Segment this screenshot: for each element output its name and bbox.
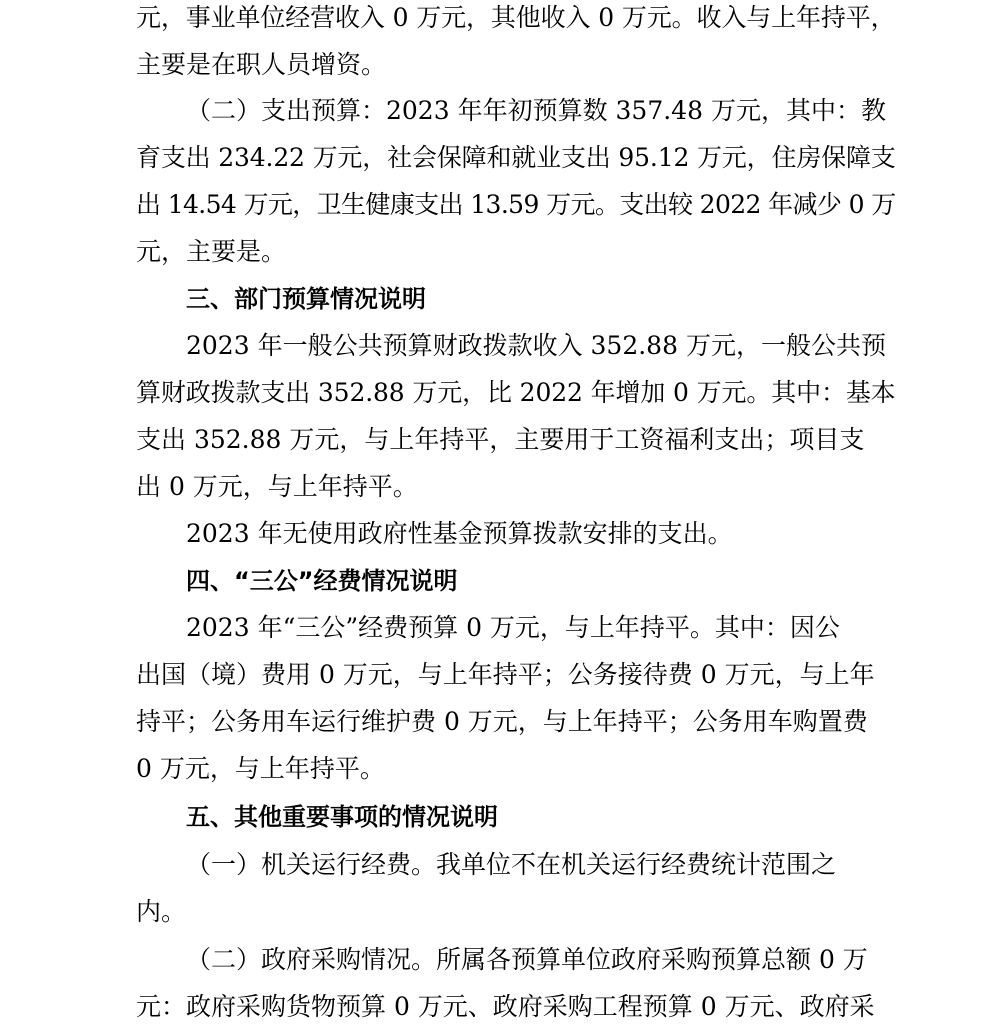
text-line-project-expenditure: 出 0 万元，与上年持平。: [136, 472, 418, 501]
text-line-expenditure-reason: 元，主要是。: [136, 237, 287, 266]
text-line-vehicle-purchase: 0 万元，与上年持平。: [136, 754, 385, 783]
section-heading-other-matters: 五、其他重要事项的情况说明: [186, 803, 498, 831]
text-line-general-budget-expenditure: 算财政拨款支出 352.88 万元，比 2022 年增加 0 万元。其中：基本: [136, 378, 896, 407]
text-line-procurement-detail: 元：政府采购货物预算 0 万元、政府采购工程预算 0 万元、政府采: [136, 992, 875, 1021]
text-line-operating-funds-end: 内。: [136, 897, 187, 926]
text-line-procurement: （二）政府采购情况。所属各预算单位政府采购预算总额 0 万: [186, 945, 868, 974]
text-line-operating-funds: （一）机关运行经费。我单位不在机关运行经费统计范围之: [186, 850, 837, 879]
text-line-expenditure-detail-2: 出 14.54 万元，卫生健康支出 13.59 万元。支出较 2022 年减少 0 万: [136, 190, 896, 219]
section-heading-three-public-expenses: 四、“三公”经费情况说明: [186, 567, 458, 595]
text-line-income-summary: 元，事业单位经营收入 0 万元，其他收入 0 万元。收入与上年持平，: [136, 3, 896, 32]
text-line-general-budget-income: 2023 年一般公共预算财政拨款收入 352.88 万元，一般公共预: [186, 331, 886, 360]
text-line-basic-expenditure: 支出 352.88 万元，与上年持平，主要用于工资福利支出；项目支: [136, 425, 865, 454]
text-line-income-reason: 主要是在职人员增资。: [136, 50, 387, 79]
section-heading-department-budget: 三、部门预算情况说明: [186, 285, 426, 313]
text-line-three-public-budget: 2023 年“三公”经费预算 0 万元，与上年持平。其中：因公: [186, 613, 840, 642]
text-line-expenditure-detail-1: 育支出 234.22 万元，社会保障和就业支出 95.12 万元，住房保障支: [136, 143, 896, 172]
text-line-expenditure-budget: （二）支出预算：2023 年年初预算数 357.48 万元，其中：教: [186, 96, 886, 125]
text-line-overseas-reception: 出国（境）费用 0 万元，与上年持平；公务接待费 0 万元，与上年: [136, 660, 875, 689]
text-line-vehicle-expenses: 持平；公务用车运行维护费 0 万元，与上年持平；公务用车购置费: [136, 707, 868, 736]
text-line-government-fund: 2023 年无使用政府性基金预算拨款安排的支出。: [186, 519, 733, 548]
